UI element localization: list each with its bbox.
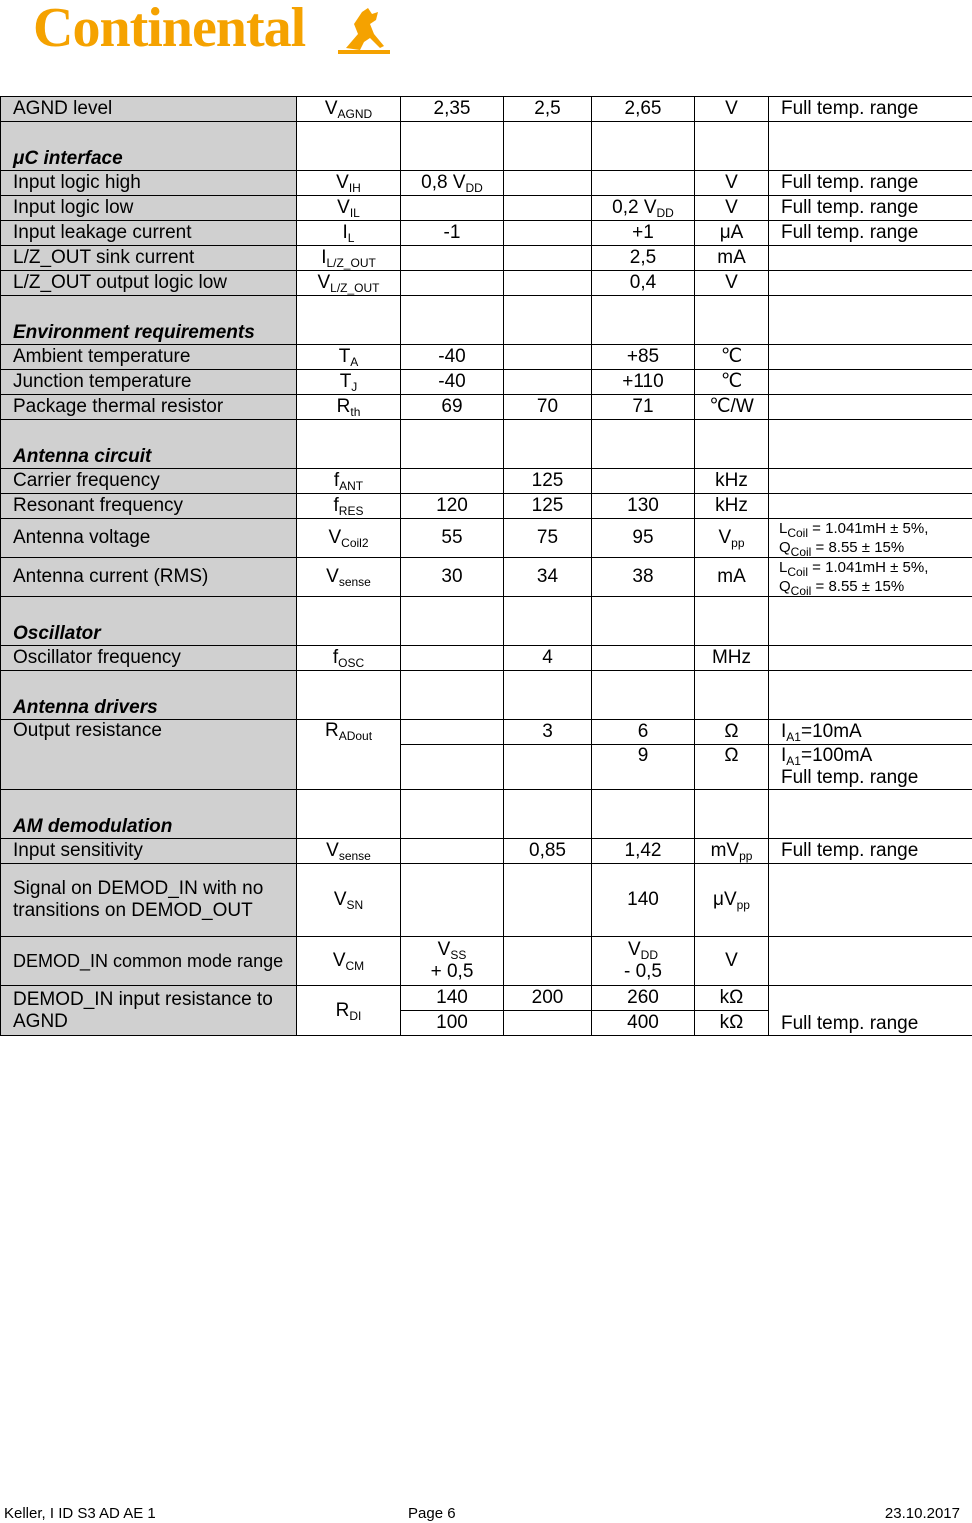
max-cell: 95 — [592, 519, 695, 558]
param-cell: Signal on DEMOD_IN with no transitions on DEMOD_OUT — [1, 864, 297, 937]
table-row-vcoil — [1, 519, 972, 558]
param-cell: DEMOD_IN common mode range — [1, 937, 297, 986]
unit-cell: ℃ — [695, 345, 769, 370]
unit-cell: mA — [695, 246, 769, 271]
note-cell: $L_{Coil} = 1.041mH \pm 5\%$, $Q_{Coil} = 8.55 \pm 15\%$ — [769, 519, 972, 558]
min-cell: 100 — [401, 1011, 504, 1036]
table-row-fres — [1, 494, 972, 519]
table-row-rth — [1, 395, 972, 420]
note-cell: Full temp. range — [769, 171, 972, 196]
min-cell: $V_{SS}$ + 0,5 — [401, 937, 504, 986]
param-cell: L/Z_OUT output logic low — [1, 271, 297, 296]
min-cell: -1 — [401, 221, 504, 246]
max-cell: +85 — [592, 345, 695, 370]
footer-author: Keller, I ID S3 AD AE 1 — [4, 1505, 156, 1522]
typ-cell: 34 — [504, 558, 592, 597]
param-cell: Input logic low — [1, 196, 297, 221]
unit-cell: $mV_{pp}$ — [695, 839, 769, 864]
table-row-tj — [1, 370, 972, 395]
min-cell: 120 — [401, 494, 504, 519]
symbol-cell: $I_{L/Z\_OUT}$ — [297, 246, 401, 271]
symbol-cell: $V_{IL}$ — [297, 196, 401, 221]
typ-cell: 125 — [504, 469, 592, 494]
symbol-cell: $V_{SN}$ — [297, 864, 401, 937]
note-cell: Full temp. range — [769, 839, 972, 864]
max-cell: +1 — [592, 221, 695, 246]
note-cell: Full temp. range — [769, 196, 972, 221]
typ-cell: 75 — [504, 519, 592, 558]
param-cell: Package thermal resistor — [1, 395, 297, 420]
horse-icon — [338, 4, 390, 56]
max-cell: 400 — [592, 1011, 695, 1036]
section-header-oscillator — [1, 597, 972, 646]
section-title: Antenna circuit — [1, 420, 297, 469]
section-title: AM demodulation — [1, 790, 297, 839]
symbol-cell: $R_{th}$ — [297, 395, 401, 420]
min-cell: 69 — [401, 395, 504, 420]
max-cell: 2,65 — [592, 97, 695, 122]
note-cell: $I_{A1}=100mA$ Full temp. range — [769, 745, 972, 790]
param-cell: Antenna current (RMS) — [1, 558, 297, 597]
unit-cell: V — [695, 937, 769, 986]
unit-cell: $V_{pp}$ — [695, 519, 769, 558]
unit-cell: V — [695, 196, 769, 221]
param-cell: AGND level — [1, 97, 297, 122]
min-cell: 2,35 — [401, 97, 504, 122]
max-cell: +110 — [592, 370, 695, 395]
continental-logo — [33, 0, 393, 68]
unit-cell: ℃/W — [695, 395, 769, 420]
unit-cell: kΩ — [695, 986, 769, 1011]
param-cell: DEMOD_IN input resistance to AGND — [1, 986, 297, 1036]
note-cell: $L_{Coil} = 1.041mH \pm 5\%$, $Q_{Coil} = 8.55 \pm 15\%$ — [769, 558, 972, 597]
table-row-rad-1 — [1, 720, 972, 745]
param-cell: Input logic high — [1, 171, 297, 196]
typ-cell: 0,85 — [504, 839, 592, 864]
max-cell: 38 — [592, 558, 695, 597]
unit-cell: MHz — [695, 646, 769, 671]
note-cell: $I_{A1}=10mA$ — [769, 720, 972, 745]
note-cell: Full temp. range — [769, 986, 972, 1036]
table-row-il — [1, 196, 972, 221]
symbol-cell: $R_{DI}$ — [297, 986, 401, 1036]
unit-cell: V — [695, 171, 769, 196]
max-cell: 2,5 — [592, 246, 695, 271]
typ-cell: 2,5 — [504, 97, 592, 122]
typ-cell: 3 — [504, 720, 592, 745]
symbol-cell: $V_{AGND}$ — [297, 97, 401, 122]
param-cell: Input sensitivity — [1, 839, 297, 864]
section-header-environment — [1, 296, 972, 345]
max-cell: 71 — [592, 395, 695, 420]
max-cell: 130 — [592, 494, 695, 519]
symbol-cell: $V_{IH}$ — [297, 171, 401, 196]
table-row-fosc — [1, 646, 972, 671]
symbol-cell: $V_{sense}$ — [297, 558, 401, 597]
unit-cell: ℃ — [695, 370, 769, 395]
section-title: Environment requirements — [1, 296, 297, 345]
symbol-cell: $I_L$ — [297, 221, 401, 246]
table-row-ih — [1, 171, 972, 196]
table-row-antenna-current — [1, 558, 972, 597]
table-row-ta — [1, 345, 972, 370]
symbol-cell: $V_{sense}$ — [297, 839, 401, 864]
section-header-uc-interface — [1, 122, 972, 171]
param-cell: Resonant frequency — [1, 494, 297, 519]
typ-cell: 200 — [504, 986, 592, 1011]
table-row-ileak — [1, 221, 972, 246]
unit-cell: V — [695, 97, 769, 122]
table-row-vcm — [1, 937, 972, 986]
section-header-antenna-drivers — [1, 671, 972, 720]
min-cell: 55 — [401, 519, 504, 558]
footer-page-number: Page 6 — [408, 1505, 456, 1522]
section-title: μC interface — [1, 122, 297, 171]
symbol-cell: $f_{OSC}$ — [297, 646, 401, 671]
param-cell: Junction temperature — [1, 370, 297, 395]
max-cell: 260 — [592, 986, 695, 1011]
table-row-agnd — [1, 97, 972, 122]
section-header-am-demodulation — [1, 790, 972, 839]
max-cell: 6 — [592, 720, 695, 745]
footer-date: 23.10.2017 — [884, 1505, 960, 1522]
table-row-outlow — [1, 271, 972, 296]
typ-cell: 125 — [504, 494, 592, 519]
min-cell: 140 — [401, 986, 504, 1011]
table-row-rdi-1 — [1, 986, 972, 1011]
section-title: Oscillator — [1, 597, 297, 646]
min-cell: -40 — [401, 345, 504, 370]
min-cell: 0,8 $V_{DD}$ — [401, 171, 504, 196]
unit-cell: V — [695, 271, 769, 296]
table-row-input-sensitivity — [1, 839, 972, 864]
section-title: Antenna drivers — [1, 671, 297, 720]
table-row-vsn — [1, 864, 972, 937]
unit-cell: kΩ — [695, 1011, 769, 1036]
max-cell: $V_{DD}$ - 0,5 — [592, 937, 695, 986]
symbol-cell: $T_J$ — [297, 370, 401, 395]
note-cell: Full temp. range — [769, 221, 972, 246]
section-header-antenna-circuit — [1, 420, 972, 469]
param-cell: Oscillator frequency — [1, 646, 297, 671]
unit-cell: μA — [695, 221, 769, 246]
max-cell: 0,2 $V_{DD}$ — [592, 196, 695, 221]
unit-cell: mA — [695, 558, 769, 597]
max-cell: 9 — [592, 745, 695, 790]
symbol-cell: $f_{RES}$ — [297, 494, 401, 519]
min-cell: -40 — [401, 370, 504, 395]
unit-cell: kHz — [695, 494, 769, 519]
symbol-cell: $V_{L/Z\_OUT}$ — [297, 271, 401, 296]
max-cell: 0,4 — [592, 271, 695, 296]
symbol-cell: $T_A$ — [297, 345, 401, 370]
symbol-cell: $V_{CM}$ — [297, 937, 401, 986]
unit-cell: Ω — [695, 720, 769, 745]
param-cell: Antenna voltage — [1, 519, 297, 558]
table-row-sink — [1, 246, 972, 271]
logo-wordmark: Continental — [33, 0, 306, 59]
unit-cell: Ω — [695, 745, 769, 790]
specification-table — [0, 96, 972, 1036]
param-cell: Input leakage current — [1, 221, 297, 246]
unit-cell: $\mu V_{pp}$ — [695, 864, 769, 937]
note-cell: Full temp. range — [769, 97, 972, 122]
max-cell: 140 — [592, 864, 695, 937]
param-cell: Ambient temperature — [1, 345, 297, 370]
param-cell: Output resistance — [1, 720, 297, 790]
param-cell: Carrier frequency — [1, 469, 297, 494]
typ-cell: 70 — [504, 395, 592, 420]
max-cell: 1,42 — [592, 839, 695, 864]
unit-cell: kHz — [695, 469, 769, 494]
symbol-cell: $V_{Coil2}$ — [297, 519, 401, 558]
symbol-cell: $f_{ANT}$ — [297, 469, 401, 494]
param-cell: L/Z_OUT sink current — [1, 246, 297, 271]
min-cell: 30 — [401, 558, 504, 597]
table-row-fant — [1, 469, 972, 494]
symbol-cell: $R_{ADout}$ — [297, 720, 401, 790]
typ-cell: 4 — [504, 646, 592, 671]
